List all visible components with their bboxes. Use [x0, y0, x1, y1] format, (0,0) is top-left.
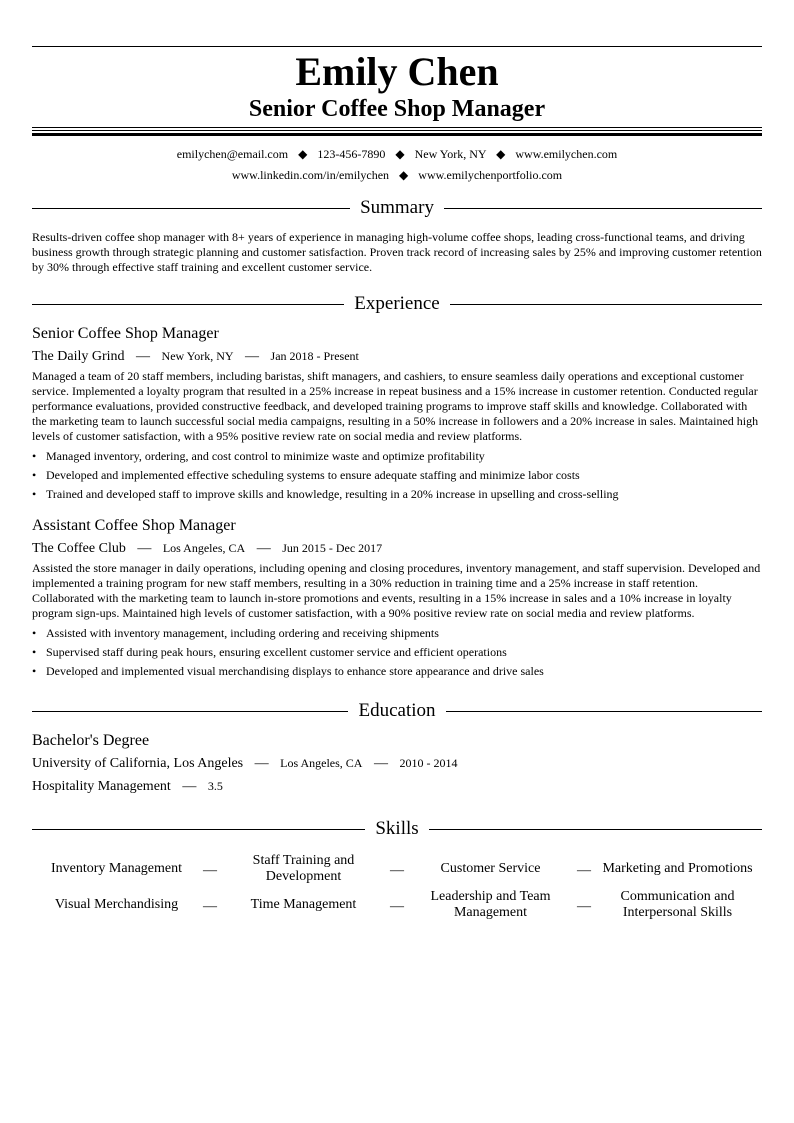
- section-divider: [32, 711, 348, 712]
- section-divider: [32, 208, 350, 209]
- contact-linkedin[interactable]: www.linkedin.com/in/emilychen: [231, 168, 390, 182]
- resume-page: [32, 46, 762, 923]
- list-item: • Managed inventory, ordering, and cost control to minimize waste and optimize profitability: [32, 447, 762, 466]
- bullet-icon: •: [32, 645, 37, 659]
- education-major-line: [32, 776, 762, 797]
- job-entry: [32, 516, 762, 681]
- job-dates: Jan 2018 - Present: [270, 349, 359, 363]
- skill-item: Communication and Interpersonal Skills: [620, 889, 735, 920]
- dash-separator: —: [577, 899, 591, 914]
- dash-separator: —: [254, 756, 269, 771]
- skills-grid: [32, 851, 762, 923]
- experience-section-header: [32, 292, 762, 316]
- job-entry: [32, 324, 762, 504]
- dash-separator: —: [245, 349, 260, 364]
- experience-heading: Experience: [354, 293, 440, 314]
- dash-separator: —: [390, 863, 404, 878]
- contact-line-1: [32, 144, 762, 165]
- school-location: Los Angeles, CA: [280, 756, 363, 770]
- skill-item: Inventory Management: [50, 861, 182, 876]
- job-meta: [32, 346, 762, 367]
- diamond-separator-icon: ◆: [298, 147, 308, 161]
- job-location: New York, NY: [161, 349, 234, 363]
- degree-title: Bachelor's Degree: [32, 732, 150, 749]
- section-divider: [450, 304, 762, 305]
- list-item: • Assisted with inventory management, including ordering and receiving shipments: [32, 624, 762, 643]
- job-description: Assisted the store manager in daily operations, including opening and closing procedures, inventory management, and staff supervision. Developed and implemented a training program for new staff members, resulting in a 30% reduction in training time and a 25% increase in staff retention. Collaborated with the marketing team to launch in-store promotions and events, resulting in a 15% increase in sales and a 10% increase in loyalty program sign-ups. Maintained high levels of customer satisfaction, with a 90% positive review rate on social media and review platforms.: [32, 561, 761, 620]
- contact-line-2: [32, 165, 762, 186]
- contact-location: New York, NY: [414, 147, 487, 161]
- school-name: University of California, Los Angeles: [32, 756, 244, 771]
- list-item: • Developed and implemented visual merchandising displays to enhance store appearance and drive sales: [32, 662, 762, 681]
- contact-website[interactable]: www.emilychen.com: [515, 147, 618, 161]
- job-title: Senior Coffee Shop Manager: [32, 325, 219, 342]
- job-dates: Jun 2015 - Dec 2017: [282, 541, 383, 555]
- contact-portfolio[interactable]: www.emilychenportfolio.com: [418, 168, 563, 182]
- contact-phone[interactable]: 123-456-7890: [317, 147, 386, 161]
- section-divider: [444, 208, 762, 209]
- list-item: • Supervised staff during peak hours, ensuring excellent customer service and efficient operations: [32, 643, 762, 662]
- skills-section-header: [32, 817, 762, 841]
- bullet-icon: •: [32, 487, 37, 501]
- job-description: Managed a team of 20 staff members, including baristas, shift managers, and cashiers, to ensure seamless daily operations and exceptional customer service. Implemented a loyalty program that resulted in a 25% increase in repeat business and a 15% increase in customer retention. Conducted regular performance evaluations, provided constructive feedback, and developed training programs to improve staff skills and knowledge. Collaborated with the marketing team to launch successful social media campaigns, resulting in a 50% increase in followers and a 20% increase in sales. Maintained high levels of customer satisfaction, with a 95% positive review rate on social media and review platforms.: [32, 369, 759, 443]
- bullet-icon: •: [32, 449, 37, 463]
- candidate-name: Emily Chen: [295, 49, 499, 94]
- job-bullet-list: [32, 447, 762, 504]
- skills-row: [32, 887, 762, 923]
- job-company: The Daily Grind: [32, 349, 125, 364]
- contact-email[interactable]: emilychen@email.com: [176, 147, 289, 161]
- bullet-icon: •: [32, 664, 37, 678]
- job-company: The Coffee Club: [32, 541, 126, 556]
- summary-text: Results-driven coffee shop manager with 8+ years of experience in managing high-volume coffee shops, leading cross-functional teams, and driving business growth through strategic planning and customer satisfaction. Proven track record of increasing sales by 25% and improving customer retention by 30% through effective staff training and excellent customer service.: [32, 230, 762, 274]
- dash-separator: —: [256, 541, 271, 556]
- job-location: Los Angeles, CA: [162, 541, 246, 555]
- dash-separator: —: [182, 779, 197, 794]
- dash-separator: —: [203, 863, 217, 878]
- bullet-icon: •: [32, 468, 37, 482]
- job-meta: [32, 538, 762, 559]
- skill-item: Time Management: [250, 897, 357, 912]
- dash-separator: —: [203, 899, 217, 914]
- education-dates: 2010 - 2014: [399, 756, 458, 770]
- section-divider: [32, 829, 365, 830]
- section-divider: [32, 304, 344, 305]
- gpa: 3.5: [207, 779, 223, 793]
- skill-item: Leadership and Team Management: [430, 889, 551, 920]
- education-entry: [32, 731, 762, 797]
- diamond-separator-icon: ◆: [399, 168, 409, 182]
- diamond-separator-icon: ◆: [395, 147, 405, 161]
- major: Hospitality Management: [32, 779, 171, 794]
- dash-separator: —: [373, 756, 388, 771]
- diamond-separator-icon: ◆: [496, 147, 506, 161]
- header-rule-thick: [32, 133, 762, 136]
- list-item: • Developed and implemented effective scheduling systems to ensure adequate staffing and minimize labor costs: [32, 466, 762, 485]
- skill-item: Marketing and Promotions: [602, 861, 753, 876]
- candidate-title: Senior Coffee Shop Manager: [248, 96, 546, 122]
- skill-item: Staff Training and Development: [252, 853, 355, 884]
- skills-row: [32, 851, 762, 887]
- skills-heading: Skills: [375, 818, 419, 839]
- dash-separator: —: [577, 863, 591, 878]
- header-rule-thin-2: [32, 130, 762, 131]
- section-divider: [446, 711, 762, 712]
- dash-separator: —: [136, 349, 151, 364]
- education-heading: Education: [358, 700, 436, 721]
- job-bullet-list: [32, 624, 762, 681]
- job-title: Assistant Coffee Shop Manager: [32, 517, 236, 534]
- summary-section-header: [32, 196, 762, 220]
- bullet-icon: •: [32, 626, 37, 640]
- section-divider: [429, 829, 762, 830]
- skill-item: Customer Service: [440, 861, 541, 876]
- list-item: • Trained and developed staff to improve skills and knowledge, resulting in a 20% increase in upselling and cross-selling: [32, 485, 762, 504]
- dash-separator: —: [390, 899, 404, 914]
- dash-separator: —: [137, 541, 152, 556]
- summary-heading: Summary: [360, 197, 434, 218]
- skill-item: Visual Merchandising: [54, 897, 179, 912]
- education-section-header: [32, 699, 762, 723]
- header-rule-thin-1: [32, 127, 762, 128]
- header-top-rule: [32, 46, 762, 47]
- education-meta: [32, 753, 762, 774]
